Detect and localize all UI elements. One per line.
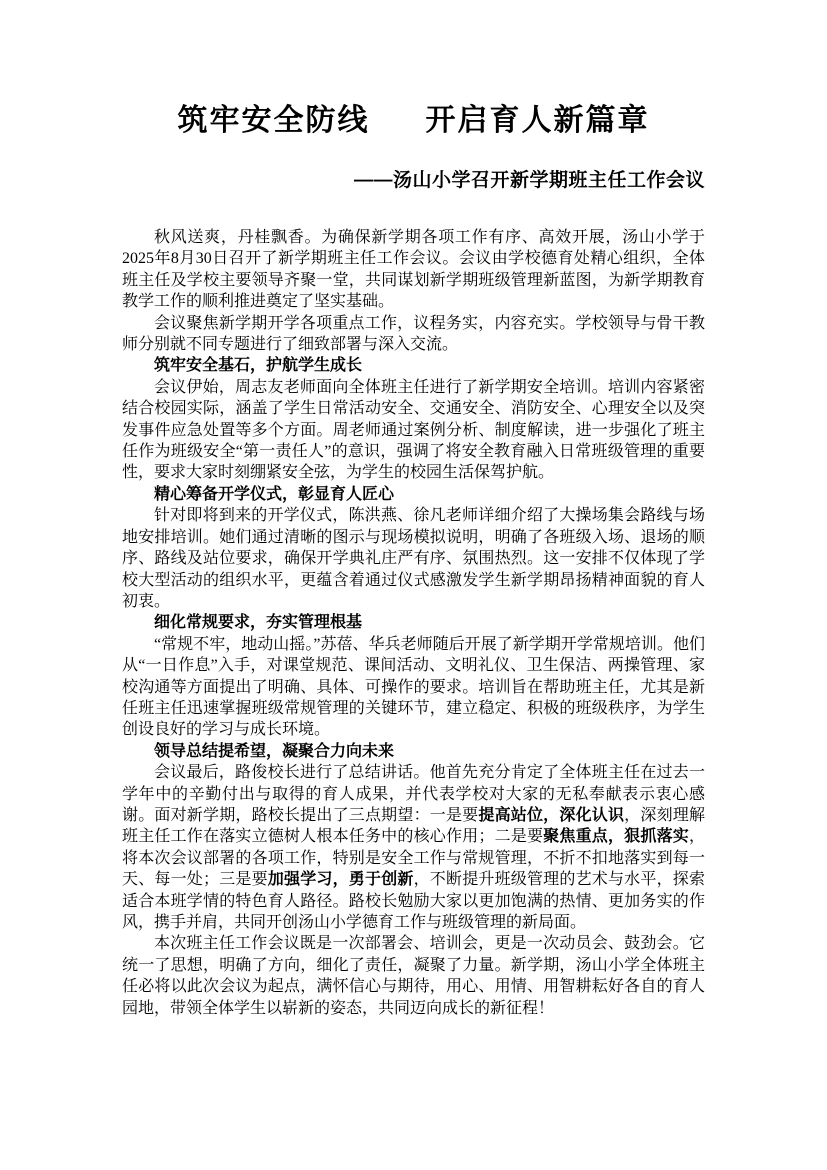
section-4-heading: 领导总结提希望，凝聚合力向未来 [154, 742, 395, 760]
text-run: ，深刻理解班主任工作在落实立德树人根本任务中的核心作用；二是要 [122, 806, 705, 846]
section-1-paragraph: 会议伊始，周志友老师面向全体班主任进行了新学期安全培训。培训内容紧密结合校园实际，涵盖了学生日常活动安全、交通安全、消防安全、心理安全以及突发事件应急处置等多个方面。周老师通过案例分析、制度解读，进一步强化了班主任作为班级安全“第一责任人”的意识，强调了将安全教育融入日常班级管理的重要性，要求大家时刻绷紧安全弦，为学生的校园生活保驾护航。 [122, 378, 705, 482]
text-run-bold: 加强学习，勇于创新 [267, 871, 414, 889]
intro-paragraph-1: 秋风送爽，丹桂飘香。为确保新学期各项工作有序、高效开展，汤山小学于2025年8月30日召开了新学期班主任工作会议。会议由学校德育处精心组织，全体班主任及学校主要领导齐聚一堂，共同谋划新学期班级管理新蓝图，为新学期教育教学工作的顺利推进奠定了坚实基础。 [122, 229, 705, 311]
section-3-heading: 细化常规要求，夯实管理根基 [154, 614, 363, 632]
section-2-paragraph: 针对即将到来的开学仪式，陈洪燕、徐凡老师详细介绍了大操场集会路线与场地安排培训。她们通过清晰的图示与现场模拟说明，明确了各班级入场、退场的顺序、路线及站位要求，确保开学典礼庄严有序、氛围热烈。这一安排不仅体现了学校大型活动的组织水平，更蕴含着通过仪式感激发学生新学期昂扬精神面貌的育人初衷。 [122, 507, 705, 610]
document-body [122, 227, 705, 1019]
intro-paragraph-2: 会议聚焦新学期开学各项重点工作，议程务实，内容充实。学校领导与骨干教师分别就不同专题进行了细致部署与深入交流。 [122, 314, 705, 354]
text-run: ，不断提升班级管理的艺术与水平，探索适合本班学情的特色育人路径。路校长勉励大家以更加饱满的热情、更加务实的作风，携手并肩，共同开创汤山小学德育工作与班级管理的新局面。 [122, 871, 705, 931]
section-4-paragraph [122, 762, 705, 933]
page-title [122, 102, 705, 140]
section-3-paragraph: “常规不牢，地动山摇。”苏蓓、华兵老师随后开展了新学期开学常规培训。他们从“一日作息”入手，对课堂规范、课间活动、文明礼仪、卫生保洁、两操管理、家校沟通等方面提出了明确、具体、可操作的要求。培训旨在帮助班主任，尤其是新任班主任迅速掌握班级常规管理的关键环节，建立稳定、积极的班级秩序，为学生创设良好的学习与成长环境。 [122, 635, 705, 739]
title-part-2: 开启育人新篇章 [425, 104, 650, 137]
closing-paragraph: 本次班主任工作会议既是一次部署会、培训会，更是一次动员会、鼓劲会。它统一了思想，明确了方向，细化了责任，凝聚了力量。新学期，汤山小学全体班主任必将以此次会议为起点，满怀信心与期待，用心、用情、用智耕耘好各自的育人园地，带领全体学生以崭新的姿态，共同迈向成长的新征程！ [122, 935, 705, 1017]
text-run: 会议最后，路俊校长进行了总结讲话。他首先充分肯定了全体班主任在过去一学年中的辛勤付出与取得的育人成果，并代表学校对大家的无私奉献表示衷心感谢。面对新学期，路校长提出了三点期望：一是要 [122, 764, 705, 824]
text-run-bold: 提高站位，深化认识 [478, 806, 625, 824]
text-run-bold: 聚焦重点，狠抓落实 [543, 828, 689, 846]
section-2-heading: 精心筹备开学仪式，彰显育人匠心 [154, 485, 395, 503]
title-part-1: 筑牢安全防线 [177, 104, 370, 137]
text-run: ，将本次会议部署的各项工作，特别是安全工作与常规管理，不折不扣地落实到每一天、每一处；三是要 [122, 828, 705, 889]
document-subtitle: ——汤山小学召开新学期班主任工作会议 [353, 170, 705, 191]
section-1-heading: 筑牢安全基石，护航学生成长 [154, 357, 363, 375]
